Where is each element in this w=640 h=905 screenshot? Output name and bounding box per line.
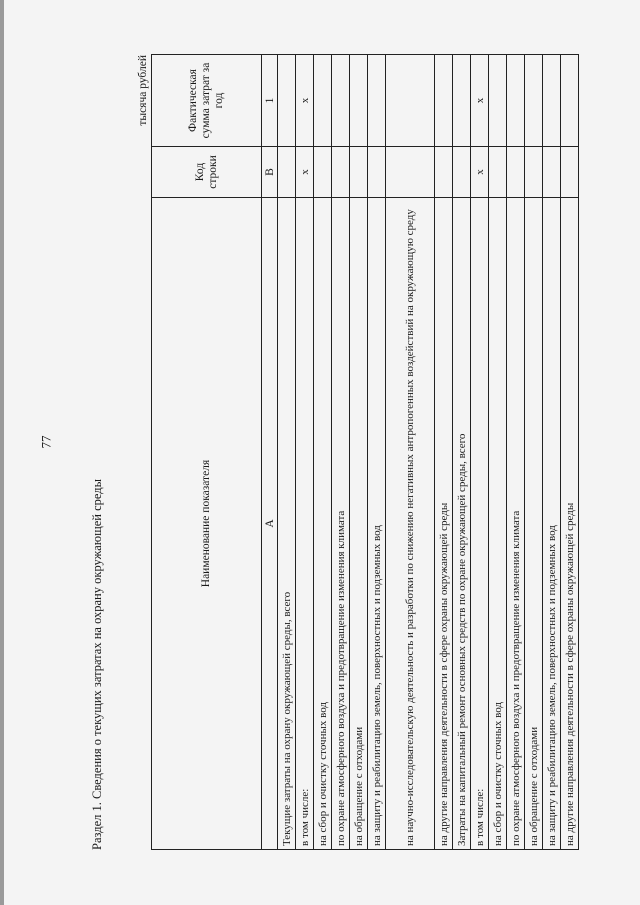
table-row: [296, 55, 314, 850]
row-name-cell: Затраты на капитальный ремонт основных средств по охране окружающей среды, всего: [453, 198, 471, 850]
row-code-cell: [350, 147, 368, 198]
page-number: 77: [38, 435, 54, 449]
row-code-cell: [453, 147, 471, 198]
table-header-row: [152, 55, 262, 850]
row-code-cell: [332, 147, 350, 198]
row-sum-cell: x: [471, 55, 489, 147]
row-code-cell: [507, 147, 525, 198]
table-row: [489, 55, 507, 850]
units-label: тысяча рублей: [137, 55, 149, 126]
row-sum-cell: [278, 55, 296, 147]
header-name: Наименование показателя: [152, 198, 262, 850]
row-name-cell: по охране атмосферного воздуха и предотвращение изменения климата: [507, 198, 525, 850]
row-code-cell: [435, 147, 453, 198]
section-title: Раздел 1. Сведения о текущих затратах на охрану окружающей среды: [90, 478, 104, 850]
row-name-cell: на обращение с отходами: [350, 198, 368, 850]
row-name-cell: на обращение с отходами: [525, 198, 543, 850]
row-sum-cell: [435, 55, 453, 147]
row-code-cell: [489, 147, 507, 198]
scan-edge: [0, 0, 4, 905]
expenses-table: [151, 54, 579, 850]
row-code-cell: [386, 147, 435, 198]
header-code: Код строки: [152, 147, 262, 198]
row-sum-cell: [368, 55, 386, 147]
row-name-cell: по охране атмосферного воздуха и предотвращение изменения климата: [332, 198, 350, 850]
row-sum-cell: [525, 55, 543, 147]
row-sum-cell: [332, 55, 350, 147]
row-sum-cell: [507, 55, 525, 147]
row-code-cell: [525, 147, 543, 198]
table-row: [525, 55, 543, 850]
row-name-cell: Текущие затраты на охрану окружающей среды, всего: [278, 198, 296, 850]
row-sum-cell: [489, 55, 507, 147]
header-sum: Фактическая сумма затрат за год: [152, 55, 262, 147]
row-name-cell: на сбор и очистку сточных вод: [489, 198, 507, 850]
table-row: [543, 55, 561, 850]
row-sum-cell: x: [296, 55, 314, 147]
row-name-cell: на защиту и реабилитацию земель, поверхностных и подземных вод: [543, 198, 561, 850]
row-sum-cell: [453, 55, 471, 147]
row-name-cell: на сбор и очистку сточных вод: [314, 198, 332, 850]
row-sum-cell: [543, 55, 561, 147]
table-row: [453, 55, 471, 850]
row-code-cell: x: [296, 147, 314, 198]
table-row: [386, 55, 435, 850]
table-row: [314, 55, 332, 850]
row-code-cell: [543, 147, 561, 198]
table-row: [507, 55, 525, 850]
table-letter-row: [262, 55, 278, 850]
row-code-cell: [278, 147, 296, 198]
letter-name: А: [262, 198, 278, 850]
rotated-sheet: [85, 20, 576, 850]
row-code-cell: [368, 147, 386, 198]
table-row: [471, 55, 489, 850]
table-row: [278, 55, 296, 850]
row-name-cell: на другие направления деятельности в сфере охраны окружающей среды: [561, 198, 579, 850]
table-row: [368, 55, 386, 850]
row-sum-cell: [561, 55, 579, 147]
row-sum-cell: [386, 55, 435, 147]
row-code-cell: x: [471, 147, 489, 198]
row-sum-cell: [314, 55, 332, 147]
letter-sum: 1: [262, 55, 278, 147]
row-name-cell: на другие направления деятельности в сфере охраны окружающей среды: [435, 198, 453, 850]
table-row: [435, 55, 453, 850]
row-name-cell: на защиту и реабилитацию земель, поверхностных и подземных вод: [368, 198, 386, 850]
row-name-cell: в том числе:: [471, 198, 489, 850]
row-code-cell: [314, 147, 332, 198]
table-row: [332, 55, 350, 850]
table-row: [561, 55, 579, 850]
letter-code: В: [262, 147, 278, 198]
row-sum-cell: [350, 55, 368, 147]
row-name-cell: на научно-исследовательскую деятельность и разработки по снижению негативных антропогенных воздействий на окружающую среду: [386, 198, 435, 850]
row-name-cell: в том числе:: [296, 198, 314, 850]
table-row: [350, 55, 368, 850]
row-code-cell: [561, 147, 579, 198]
